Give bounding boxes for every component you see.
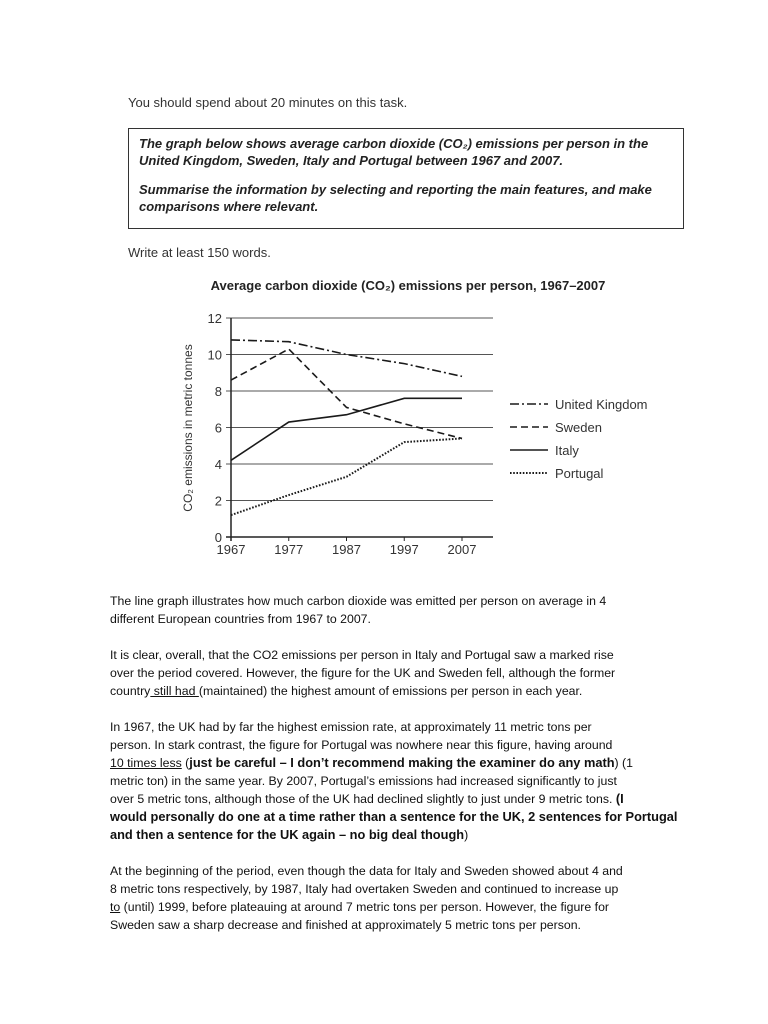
- essay-paragraph: [110, 592, 730, 628]
- text-segment: (maintained) the highest amount of emissions per person in each year.: [198, 684, 583, 698]
- text-line: [110, 790, 730, 808]
- x-tick-label: 1997: [389, 542, 419, 557]
- text-line: [110, 682, 730, 700]
- series-line-portugal: [231, 438, 462, 515]
- text-segment: over 5 metric tons, although those of the UK had declined slightly to just under 9 metric tons.: [110, 792, 616, 806]
- text-segment: different European countries from 1967 to 2007.: [110, 612, 371, 626]
- text-segment: country: [110, 684, 151, 698]
- text-line: [110, 718, 730, 736]
- essay-paragraph: [110, 646, 730, 700]
- task-description: The graph below shows average carbon dioxide (CO₂) emissions per person in the United Kingdom, Sweden, Italy and Portugal between 1967 and 2007.: [139, 136, 649, 168]
- legend-label: United Kingdom: [555, 397, 648, 412]
- text-line: [110, 592, 730, 610]
- essay-text: [110, 592, 730, 952]
- text-segment: metric ton) in the same year. By 2007, Portugal’s emissions had increased significantly to just: [110, 774, 617, 788]
- legend-label: Sweden: [555, 420, 602, 435]
- text-segment: It is clear, overall, that the CO2 emissions per person in Italy and Portugal saw a marked rise: [110, 648, 614, 662]
- text-line: [110, 772, 730, 790]
- underlined-phrase: to: [110, 900, 121, 914]
- text-line: [110, 610, 730, 628]
- y-tick-label: 8: [214, 384, 222, 399]
- text-segment: ) (1: [614, 756, 633, 770]
- text-segment: In 1967, the UK had by far the highest emission rate, at approximately 11 metric tons per: [110, 720, 592, 734]
- chart-title: Average carbon dioxide (CO₂) emissions per person, 1967–2007: [210, 278, 606, 293]
- y-tick-label: 0: [214, 530, 222, 545]
- bold-comment: would personally do one at a time rather than a sentence for the UK, 2 sentences for Portugal: [110, 809, 678, 824]
- essay-paragraph: [110, 718, 730, 844]
- x-tick-label: 1987: [332, 542, 361, 557]
- series-line-sweden: [231, 349, 462, 438]
- text-segment: (: [181, 756, 190, 770]
- bold-comment: just be careful – I don’t recommend making the examiner do any math: [189, 755, 615, 770]
- y-tick-label: 6: [214, 420, 222, 436]
- text-segment: Sweden saw a sharp decrease and finished at approximately 5 metric tons per person.: [110, 918, 581, 932]
- underlined-phrase: 10 times less: [110, 756, 182, 770]
- y-tick-label: 4: [214, 457, 222, 472]
- x-tick-label: 1977: [274, 542, 304, 557]
- text-segment: ): [464, 828, 469, 842]
- text-line: [110, 826, 730, 844]
- text-segment: (until) 1999, before plateauing at around 7 metric tons per person. However, the figure for: [120, 900, 610, 914]
- task-instruction: Summarise the information by selecting and reporting the main features, and make comparisons where relevant.: [139, 182, 652, 214]
- underlined-phrase: still had: [150, 684, 199, 698]
- text-segment: 8 metric tons respectively, by 1987, Italy had overtaken Sweden and continued to increase up: [110, 882, 619, 896]
- y-tick-label: 12: [207, 311, 222, 326]
- text-segment: over the period covered. However, the figure for the UK and Sweden fell, although the former: [110, 666, 616, 680]
- text-line: [110, 898, 730, 916]
- text-segment: At the beginning of the period, even though the data for Italy and Sweden showed about 4 and: [110, 864, 623, 878]
- text-line: [110, 754, 730, 772]
- legend-label: Italy: [555, 443, 579, 458]
- x-tick-label: 2007: [447, 542, 477, 557]
- time-instruction: You should spend about 20 minutes on this task.: [128, 95, 408, 110]
- text-line: [110, 664, 730, 682]
- word-count-note: Write at least 150 words.: [128, 245, 271, 260]
- text-line: [110, 736, 730, 754]
- legend-label: Portugal: [555, 466, 604, 481]
- text-line: [110, 808, 730, 826]
- text-segment: person. In stark contrast, the figure for Portugal was nowhere near this figure, having around: [110, 738, 613, 752]
- bold-comment: and then a sentence for the UK again – no big deal though: [110, 827, 465, 842]
- text-segment: The line graph illustrates how much carbon dioxide was emitted per person on average in 4: [110, 594, 607, 608]
- essay-paragraph: [110, 862, 730, 934]
- bold-comment: (I: [615, 791, 624, 806]
- text-line: [110, 880, 730, 898]
- text-line: [110, 916, 730, 934]
- series-line-united-kingdom: [231, 340, 462, 377]
- y-tick-label: 10: [207, 347, 222, 363]
- y-axis-label: CO₂ emissions in metric tonnes: [181, 344, 195, 512]
- text-line: [110, 862, 730, 880]
- y-tick-label: 2: [214, 493, 222, 509]
- x-tick-label: 1967: [216, 542, 246, 557]
- text-line: [110, 646, 730, 664]
